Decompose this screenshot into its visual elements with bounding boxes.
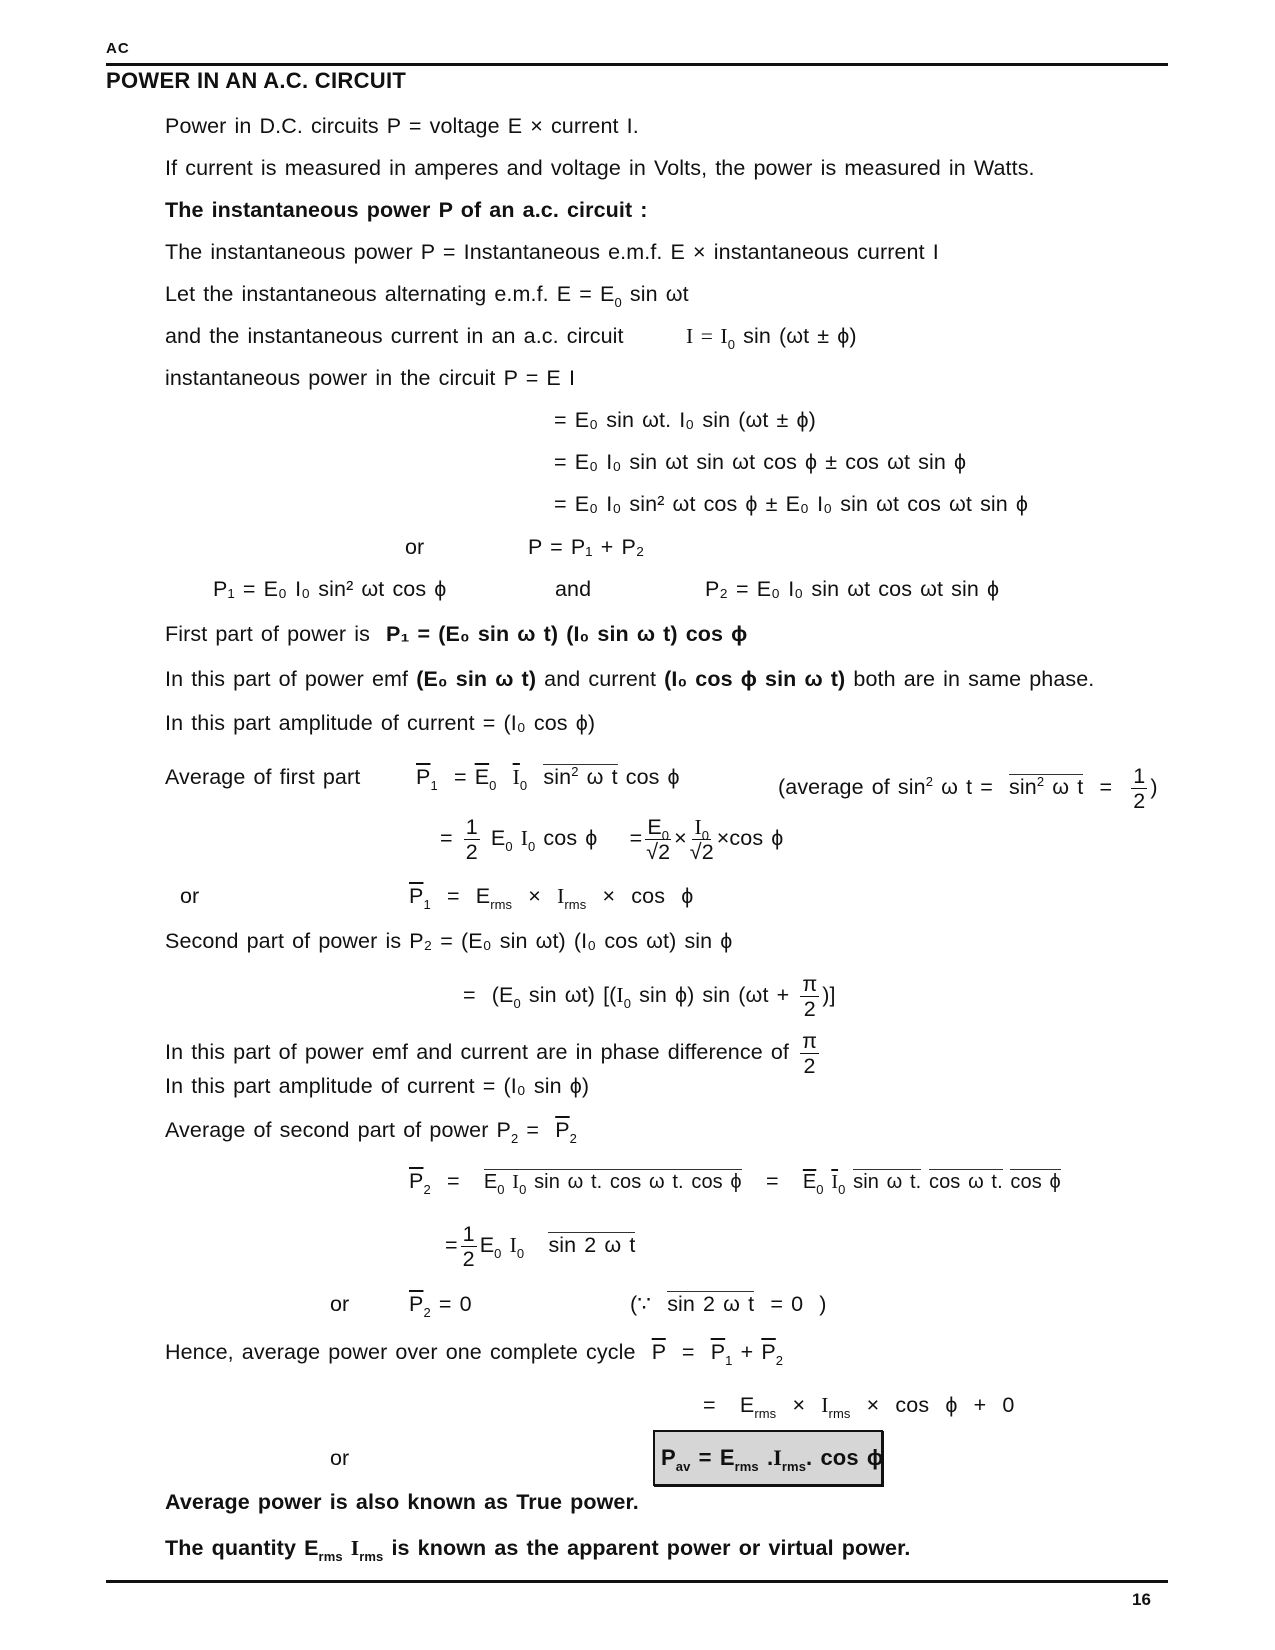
or-label: or — [330, 1446, 350, 1470]
first-part-label: First part of power is — [165, 622, 370, 646]
second-part-line: Second part of power is P₂ = (E₀ sin ωt) (I₀ cos ωt) sin ϕ — [165, 929, 733, 953]
subscript: 0 — [614, 295, 622, 310]
text: and current — [544, 667, 657, 691]
page-number: 16 — [1132, 1590, 1151, 1609]
current-term: (I₀ cos ϕ sin ω t) — [664, 667, 846, 691]
equation-step-2: = E₀ I₀ sin ωt sin ωt cos ϕ ± cos ωt sin ϕ — [554, 450, 967, 474]
p1-definition: P₁ = E₀ I₀ sin² ωt cos ϕ — [213, 577, 447, 601]
numerator: π — [802, 972, 818, 996]
or-label: or — [405, 535, 425, 559]
first-part-equation: P₁ = (E₀ sin ω t) (I₀ sin ω t) cos ϕ — [386, 622, 748, 646]
text: both are in same phase. — [853, 667, 1095, 691]
numerator: 1 — [465, 815, 478, 839]
denominator: √2 — [646, 840, 671, 864]
first-part-line — [165, 621, 747, 647]
amplitude-second-part: In this part amplitude of current = (I₀ sin ϕ) — [165, 1074, 590, 1098]
text: Hence, average power over one complete cycle — [165, 1340, 636, 1364]
denominator: √2 — [689, 840, 714, 864]
final-step: = $E_{rms} \times I_{rms} \times \cos \phi + 0$ — [703, 1393, 1015, 1421]
p2-average-zero: $\overline{P}_2 = 0$ — [409, 1292, 472, 1320]
running-header: AC — [106, 40, 130, 57]
average-first-part-step2: = $\frac{1}{2}$ $E_0$ $I_0$ cos ϕ = $\frac{E_0}{√2}$ × $\frac{I_0}{√2}$ ×cos ϕ — [440, 815, 784, 864]
and-label: and — [555, 577, 592, 601]
denominator: 2 — [803, 997, 816, 1021]
dc-power-line: Power in D.C. circuits P = voltage E × current I. — [165, 114, 639, 138]
second-part-step2: = ($E_0$ sin ωt) [($I_0$ sin ϕ) sin (ωt + $\frac{\pi}{2}$ )] — [463, 972, 836, 1021]
same-phase-line — [165, 666, 1094, 692]
i0-bar: $\overline{I}$ — [512, 765, 520, 789]
units-line: If current is measured in amperes and voltage in Volts, the power is measured in Watts. — [165, 156, 1035, 180]
current-text: and the instantaneous current in an a.c. circuit — [165, 324, 624, 348]
amplitude-first-part: In this part amplitude of current = (I₀ cos ϕ) — [165, 711, 596, 735]
emf-text-tail: sin ωt — [621, 282, 689, 306]
emf-text: Let the instantaneous alternating e.m.f. E = E — [165, 282, 615, 306]
numerator: π — [802, 1029, 817, 1053]
text: The quantity E — [165, 1536, 319, 1560]
apparent-power-note — [165, 1535, 911, 1564]
header-rule — [106, 63, 1168, 66]
numerator: 1 — [1133, 764, 1146, 788]
subheading-instantaneous-power: The instantaneous power P of an a.c. circuit : — [165, 198, 648, 222]
footer-rule — [106, 1580, 1168, 1583]
fraction-pi-over-2 — [800, 1029, 819, 1078]
average-first-part-rms: $\overline{P}_1 = E_{rms} \times I_{rms} \times \cos \phi$ — [409, 884, 694, 912]
current-definition — [165, 323, 624, 349]
average-first-part-equation: $\overline{P}_1 = \overline{E}_0$ $\overline{I}_0$ $\sin^2 \omega$ t cos ϕ — [416, 764, 680, 793]
fraction-e0-root2: $\frac{E_0}{√2}$ — [646, 815, 671, 864]
p1-bar: $\overline{P}$ — [416, 765, 431, 789]
power-in-circuit-line: instantaneous power in the circuit P = E I — [165, 366, 576, 390]
equation-p-sum: P = P₁ + P₂ — [528, 535, 645, 559]
page-title: POWER IN AN A.C. CIRCUIT — [106, 68, 407, 93]
denominator: 2 — [803, 1054, 816, 1078]
p2-definition: P₂ = E₀ I₀ sin ωt cos ωt sin ϕ — [705, 577, 1000, 601]
denominator: 2 — [465, 840, 478, 864]
hence-line: Hence, average power over one complete cycle $\overline{P} = \overline{P}_1 + \overline{P}_2$ — [165, 1340, 784, 1368]
current-eq-head: I = I — [686, 324, 728, 348]
e0-bar: $\overline{E}$ — [474, 765, 490, 789]
emf-term: (E₀ sin ω t) — [416, 667, 537, 691]
boxed-formula — [653, 1430, 883, 1486]
or-label: or — [180, 884, 200, 908]
equation-step-3: = E₀ I₀ sin² ωt cos ϕ ± E₀ I₀ sin ωt cos ωt sin ϕ — [554, 492, 1029, 516]
equation-step-1: = E₀ sin ωt. I₀ sin (ωt ± ϕ) — [554, 408, 816, 432]
subscript: 0 — [727, 337, 736, 352]
subscript: rms — [564, 897, 587, 912]
average-second-part-half: = $\frac{1}{2}$ $E_0$ $I_0$ sin 2 ω t — [445, 1222, 636, 1271]
numerator: 1 — [462, 1222, 475, 1246]
phase-difference-line — [165, 1029, 822, 1078]
average-sin2-note: (average of $\sin^2 \omega$ $t = \sin^2 \omega$ t = $\frac{1}{2}$ ) — [778, 764, 1158, 813]
instantaneous-power-definition: The instantaneous power P = Instantaneous e.m.f. E × instantaneous current I — [165, 240, 939, 264]
text: In this part of power emf and current are in phase difference of — [165, 1040, 789, 1065]
denominator: 2 — [1133, 789, 1146, 813]
subscript: 0 — [519, 778, 528, 793]
denominator: 2 — [462, 1247, 475, 1271]
average-first-part-label: Average of first part — [165, 765, 361, 789]
text: In this part of power emf — [165, 667, 409, 691]
subscript: rms — [359, 1549, 384, 1564]
sin2-bar: $\sin^2 \omega$ t — [1009, 774, 1084, 800]
fraction-pi-over-2 — [800, 972, 819, 1021]
true-power-note: Average power is also known as True power. — [165, 1490, 639, 1514]
average-second-part-equation: $\overline{P}_2 = E_0$ $I_0$ sin ω t. cos ω t. $\cos \phi = \overline{E}_0$ $\overline{I}_0$ sin ω t. cos ω t. cos ϕ — [409, 1169, 1061, 1197]
fraction-half — [461, 1222, 477, 1271]
emf-definition — [165, 281, 689, 310]
fraction-i0-root2: $\frac{I_0}{√2}$ — [689, 815, 714, 864]
subscript: rms — [318, 1549, 343, 1564]
fraction-half — [464, 815, 480, 864]
sin2-wt-bar: $\sin^2 \omega$ t — [543, 764, 618, 789]
subscript: 1 — [430, 778, 438, 793]
or-label: or — [330, 1292, 350, 1316]
subscript: 0 — [489, 778, 497, 793]
text: is known as the apparent power or virtual power. — [391, 1536, 911, 1560]
subscript: rms — [490, 897, 513, 912]
average-second-part-label: Average of second part of power $P_2 = \overline{P}_2$ — [165, 1118, 577, 1146]
current-equation — [686, 323, 857, 352]
because-note: (∵ sin 2 ω t = 0 ) — [630, 1292, 827, 1316]
average-power-formula: $P_{av} = E_{rms}$ $.I_{rms}$. cos ϕ — [661, 1445, 884, 1474]
text: I — [350, 1536, 360, 1560]
fraction-half — [1131, 764, 1147, 813]
current-eq-tail: sin (ωt ± ϕ) — [735, 324, 857, 348]
